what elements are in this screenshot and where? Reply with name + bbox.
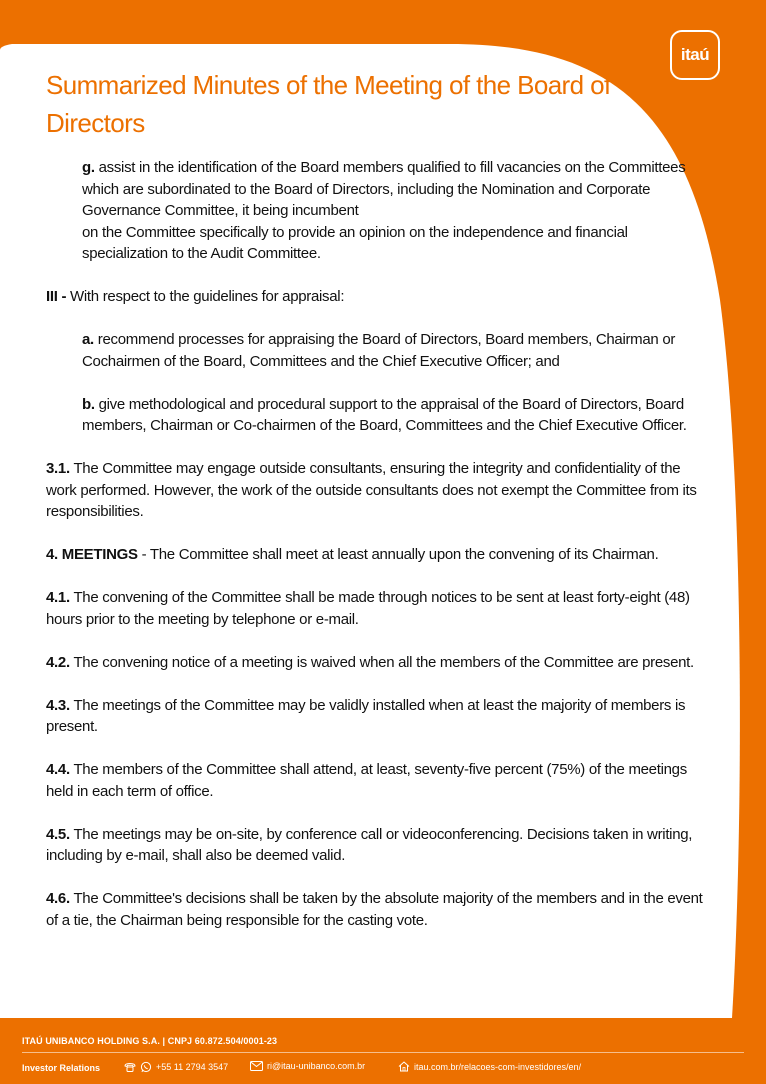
page-title: Summarized Minutes of the Meeting of the Board of Directors xyxy=(46,70,611,138)
item-g-text: assist in the identification of the Board members qualified to fill vacancies on the Committees which are subordinated to the Board of Directors, including the Nomination and Corporate Governance Committee, it being incumbent xyxy=(82,159,686,219)
phone-contact[interactable] xyxy=(124,1061,228,1073)
item-b-text: give methodological and procedural support to the appraisal of the Board of Directors, Board members, Chairman or Co-chairmen of the Board, Committees and the Chief Executive Officer. xyxy=(82,395,687,434)
section-iii-label: III - xyxy=(46,288,67,305)
clause-4-5-text: The meetings may be on-site, by conference call or videoconferencing. Decisions taken in writing, including by e-mail, shall also be deemed valid. xyxy=(46,825,693,864)
envelope-icon xyxy=(250,1061,263,1071)
clause-4-2-text: The convening notice of a meeting is waived when all the members of the Committee are present. xyxy=(73,653,694,671)
item-g-text-continued: on the Committee specifically to provide an opinion on the independence and financial specialization to the Audit Committee. xyxy=(82,223,628,262)
clause-4-3-label: 4.3. xyxy=(46,696,70,714)
clause-3-1-text: The Committee may engage outside consultants, ensuring the integrity and confidentiality of the work performed. However, the work of the outside consultants does not exempt the Committee from its responsibilities. xyxy=(46,460,697,520)
clause-4-2-label: 4.2. xyxy=(46,653,70,671)
clause-4-label: 4. MEETINGS xyxy=(46,546,138,563)
item-a-text: recommend processes for appraising the Board of Directors, Board members, Chairman or Cochairmen of the Board, Committees and the Chief Executive Officer; and xyxy=(82,331,676,370)
clause-4-1-label: 4.1. xyxy=(46,589,70,606)
home-icon xyxy=(398,1061,410,1072)
item-a-label: a. xyxy=(82,331,94,348)
clause-4-1 xyxy=(46,587,706,630)
footer-divider xyxy=(22,1052,744,1053)
email-contact[interactable] xyxy=(250,1061,365,1071)
clause-4-4 xyxy=(46,759,706,802)
clause-4-6-text: The Committee's decisions shall be taken by the absolute majority of the members and in the event of a tie, the Chairman being responsible for the casting vote. xyxy=(46,890,703,929)
company-info: ITAÚ UNIBANCO HOLDING S.A. | CNPJ 60.872.504/0001-23 xyxy=(22,1036,278,1046)
clause-3-1-label: 3.1. xyxy=(46,460,70,477)
clause-4 xyxy=(46,544,706,566)
investor-relations-label: Investor Relations xyxy=(22,1063,101,1073)
clause-4-1-text: The convening of the Committee shall be made through notices to be sent at least forty-eight (48) hours prior to the meeting by telephone or e-mail. xyxy=(46,589,690,628)
telephone-icon xyxy=(124,1062,136,1073)
clause-4-text: - The Committee shall meet at least annually upon the convening of its Chairman. xyxy=(141,546,659,563)
clause-4-6-label: 4.6. xyxy=(46,890,70,907)
clause-4-5-label: 4.5. xyxy=(46,825,70,843)
phone-number: +55 11 2794 3547 xyxy=(156,1062,229,1072)
item-b-label: b. xyxy=(82,395,95,413)
website-url: itau.com.br/relacoes-com-investidores/en/ xyxy=(414,1061,582,1072)
website-contact[interactable] xyxy=(398,1061,581,1072)
clause-4-2 xyxy=(46,652,706,674)
clause-4-3 xyxy=(46,695,706,738)
section-iii xyxy=(46,286,706,308)
clause-4-5 xyxy=(46,824,706,867)
document-body xyxy=(46,157,706,931)
item-b xyxy=(82,394,706,437)
whatsapp-icon xyxy=(140,1061,152,1073)
item-a xyxy=(82,329,706,372)
clause-4-4-text: The members of the Committee shall attend, at least, seventy-five percent (75%) of the meetings held in each term of office. xyxy=(46,761,687,800)
footer xyxy=(0,1022,766,1084)
clause-4-6 xyxy=(46,888,706,931)
section-iii-text: With respect to the guidelines for appraisal: xyxy=(70,288,345,305)
clause-4-4-label: 4.4. xyxy=(46,761,70,778)
item-g-label: g. xyxy=(82,159,95,176)
email-address: ri@itau-unibanco.com.br xyxy=(267,1061,366,1071)
clause-4-3-text: The meetings of the Committee may be validly installed when at least the majority of members is present. xyxy=(46,696,686,735)
itau-logo: itaú xyxy=(670,30,720,80)
item-g xyxy=(82,157,706,265)
clause-3-1 xyxy=(46,458,706,523)
